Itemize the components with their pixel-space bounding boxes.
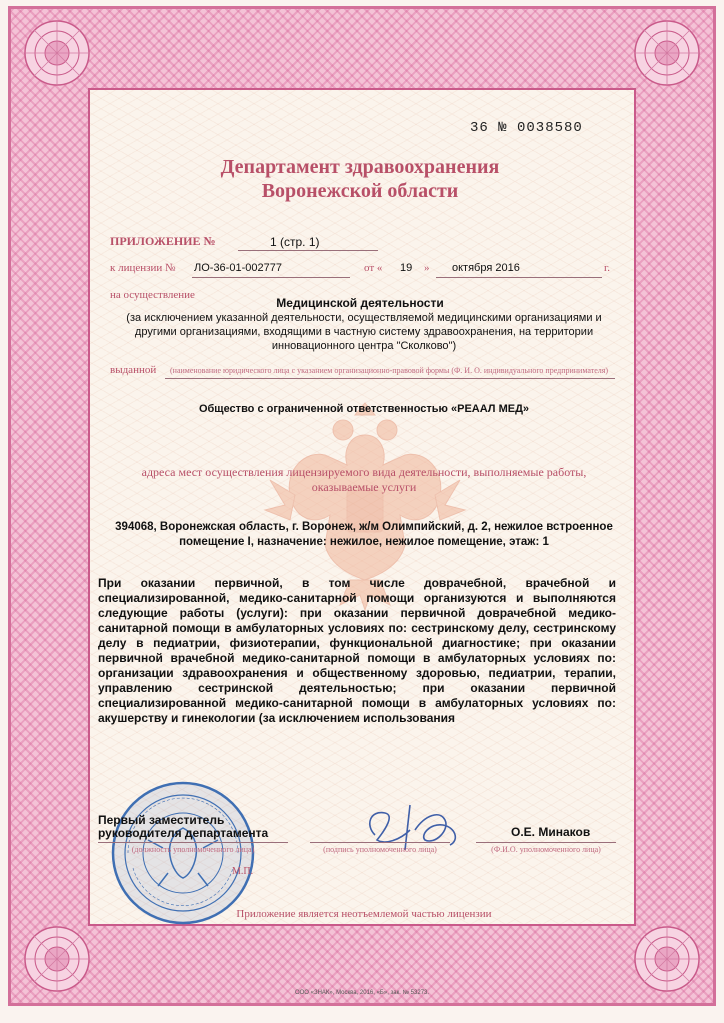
organization-name: Общество с ограниченной ответственностью «РЕААЛ МЕД» [198,403,530,415]
corner-rosette-icon [22,18,92,88]
corner-rosette-icon [632,18,702,88]
department-title-line1: Департамент здравоохранения [220,156,500,178]
seal-place-mark: М.П. [232,866,254,877]
serial-number: 36 № 0038580 [470,120,583,136]
issued-label: выданной [110,364,157,376]
license-date-underline [436,277,602,278]
signatory-position-line1: Первый заместитель [98,813,225,827]
appendix-underline [238,250,378,251]
license-label: к лицензии № [110,262,176,274]
license-month-year: октября 2016 [452,262,520,274]
license-date-open: от « [364,262,383,274]
activity-label: на осуществление [110,289,195,301]
signature-underline [310,842,450,843]
license-number: ЛО-36-01-002777 [194,262,282,274]
signatory-name: О.Е. Минаков [511,825,591,839]
position-underline [98,842,288,843]
issued-hint: (наименование юридического лица с указанием организационно-правовой формы (Ф. И. О. индивидуального предпринимателя) [170,366,609,375]
signature-hint: (подпись уполномоченного лица) [323,845,437,854]
appendix-number: 1 (стр. 1) [270,235,320,249]
name-underline [476,842,616,843]
services-paragraph: При оказании первичной, в том числе доврачебной, врачебной и специализированной, медико-санитарной помощи организуются и выполняются следующие работы (услуги): при оказании первичной доврачебной медико-санитарной помощи в амбулаторных условиях по: сестринскому делу, сестринскому делу в педиатрии, физиотерапии, функциональной диагностике; при оказании первичной врачебной медико-санитарной помощи в амбулаторных условиях по: организации здравоохранения и общественному здоровью, педиатрии, терапии, управлению сестринской деятельностью; при оказании первичной специализированной медико-санитарной помощи в амбулаторных условиях по: акушерству и гинекологии (за исключением использования [98,576,616,725]
issued-underline [165,378,615,379]
address-value: 394068, Воронежская область, г. Воронеж, ж/м Олимпийский, д. 2, нежилое встроенное помещение I, назначение: нежилое, нежилое помещение, этаж: 1 [115,521,613,548]
addresses-label: адреса мест осуществления лицензируемого вида деятельности, выполняемые работы, оказываемые услуги [141,465,587,494]
license-year-suffix: г. [604,262,611,274]
printer-imprint: ООО «ЗНАК», Москва, 2016, «Б», зак. № 53273. [294,990,430,996]
license-day: 19 [400,262,413,274]
activity-description: (за исключением указанной деятельности, осуществляемой медицинскими организациями и другими организациями, входящими в частную систему здравоохранения, на территории инновационного центра "Сколково") [126,312,602,352]
activity-title: Медицинской деятельности [276,296,444,310]
appendix-label: ПРИЛОЖЕНИЕ № [110,234,216,248]
footer-note: Приложение является неотъемлемой частью лицензии [236,908,492,920]
corner-rosette-icon [632,924,702,994]
license-date-close: » [424,262,430,274]
corner-rosette-icon [22,924,92,994]
signatory-position-line2: руководителя департамента [98,826,269,840]
license-number-underline [192,277,350,278]
department-title-line2: Воронежской области [261,180,459,202]
position-hint: (должность уполномоченного лица) [131,845,255,854]
name-hint: (Ф.И.О. уполномоченного лица) [491,845,601,854]
